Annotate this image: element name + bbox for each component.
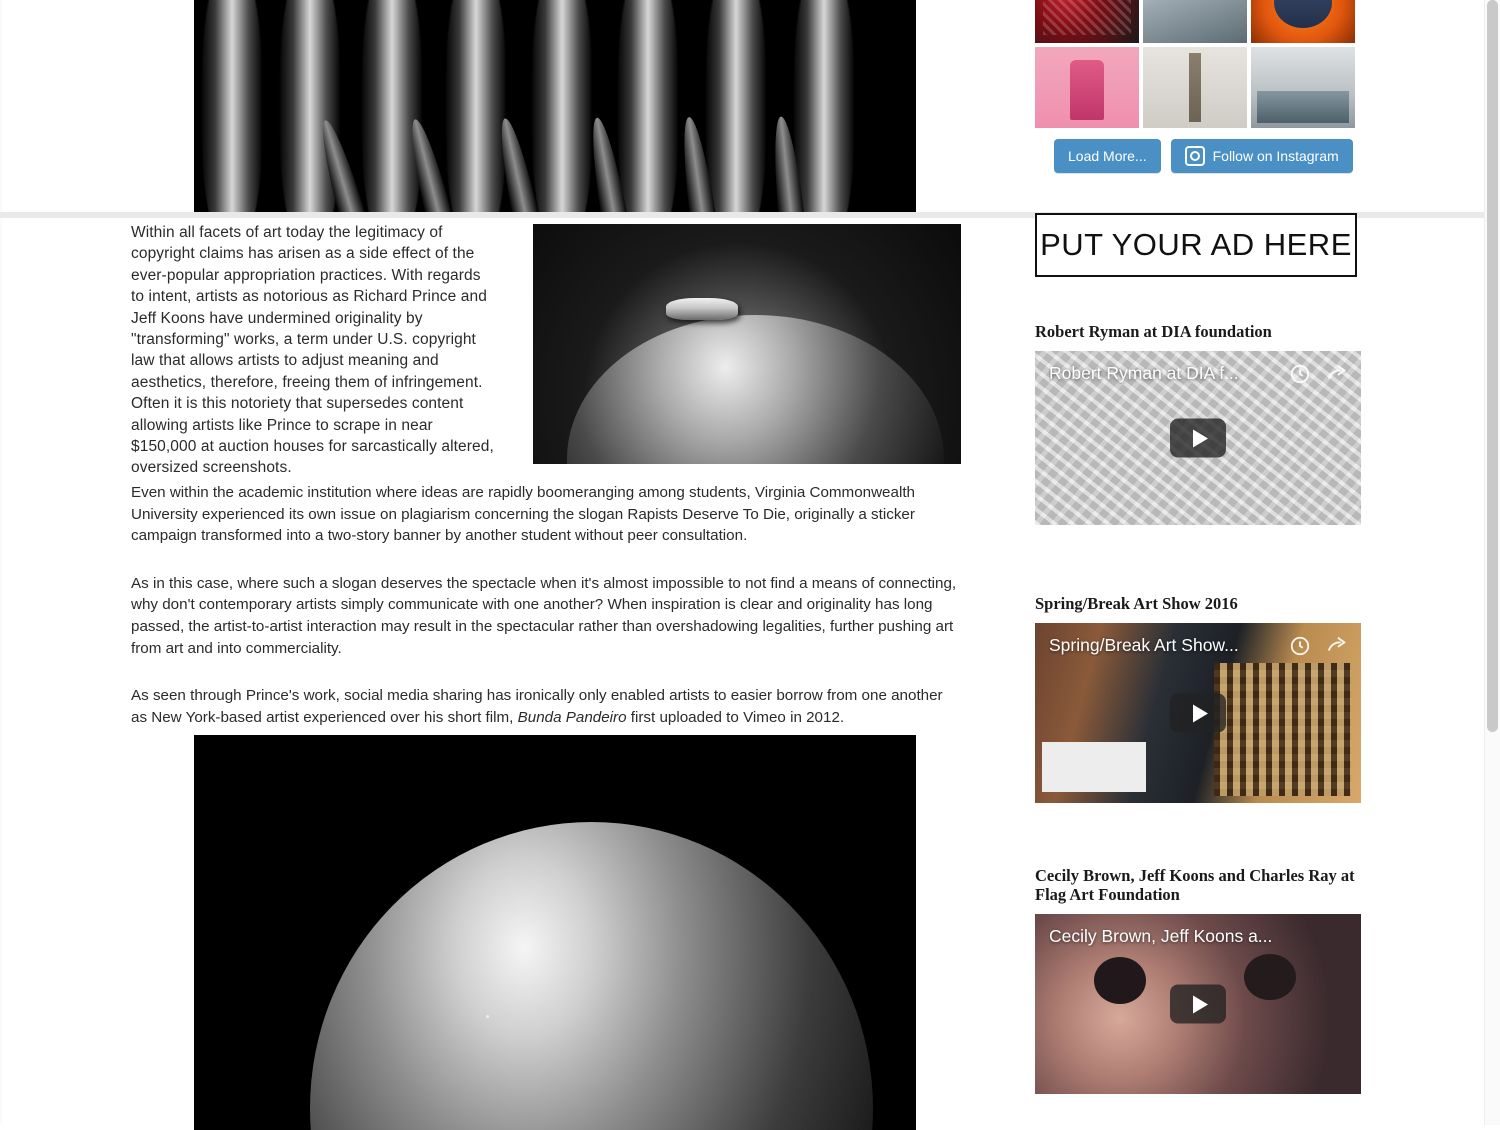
paragraph-4-text-end: first uploaded to Vimeo in 2012. (626, 708, 845, 726)
video-block-1 (1035, 322, 1361, 525)
clock-icon[interactable] (1289, 363, 1311, 390)
load-more-button[interactable] (1054, 139, 1161, 173)
instagram-grid (1035, 0, 1355, 128)
article-paragraph-2: Even within the academic institution where ideas are rapidly boomeranging among students, Virginia Commonwealth University experienced its own issue on plagiarism concerning the slogan Rapists Deserve To Die, originally a sticker campaign transformed into a two-story banner by another student without peer consultation. (131, 484, 915, 545)
follow-on-instagram-label: Follow on Instagram (1212, 148, 1339, 164)
video-overlay-title: Cecily Brown, Jeff Koons a... (1049, 926, 1273, 946)
hero-image (194, 0, 916, 214)
instagram-actions (1054, 139, 1353, 173)
video-block-3 (1035, 866, 1361, 1094)
instagram-tile[interactable] (1143, 0, 1247, 43)
inline-image (533, 224, 961, 464)
ad-placeholder-label: PUT YOUR AD HERE (1040, 227, 1352, 262)
instagram-tile[interactable] (1251, 47, 1355, 128)
article-intro-block (131, 222, 961, 479)
instagram-icon (1185, 146, 1205, 166)
load-more-label: Load More... (1068, 148, 1147, 164)
video-player-1[interactable] (1035, 351, 1361, 525)
video-player-3[interactable] (1035, 914, 1361, 1094)
instagram-tile[interactable] (1035, 0, 1139, 43)
instagram-tile[interactable] (1251, 0, 1355, 43)
article-paragraph-1: Within all facets of art today the legitimacy of copyright claims has arisen as a side effect of the ever-popular appropriation practices. With regards to intent, artists as notorious as Richard Prince and Jeff Koons have undermined originality by "transforming" works, a term under U.S. copyright law that allows artists to adjust meaning and aesthetics, therefore, freeing them of infringement. Often it is this notoriety that supersedes content allowing artists like Prince to scrape in near $150,000 at auction houses for sarcastically altered, oversized screenshots. (131, 224, 494, 477)
video-heading: Cecily Brown, Jeff Koons and Charles Ray at Flag Art Foundation (1035, 866, 1355, 904)
video-overlay-title: Robert Ryman at DIA f... (1049, 363, 1239, 383)
instagram-tile[interactable] (1143, 47, 1247, 128)
video-player-2[interactable] (1035, 623, 1361, 803)
instagram-tile[interactable] (1035, 47, 1139, 128)
play-icon[interactable] (1170, 419, 1226, 458)
article-paragraph-3: As in this case, where such a slogan deserves the spectacle when it's almost impossible to not find a means of connecting, why don't contemporary artists simply communicate with one another? When inspiration is clear and originality has long passed, the artist-to-artist interaction may result in the spectacular rather than overshadowing legalities, further pushing art from art and into commerciality. (131, 574, 957, 657)
film-title: Bunda Pandeiro (517, 708, 627, 726)
page-scrollbar[interactable] (1484, 0, 1500, 1125)
ad-placeholder[interactable] (1035, 213, 1357, 277)
video-heading: Spring/Break Art Show 2016 (1035, 594, 1238, 613)
bottom-image (194, 735, 916, 1130)
video-heading: Robert Ryman at DIA foundation (1035, 322, 1272, 341)
paragraph-4-text-start: As seen through Prince's work, social media sharing has ironically only enabled artists to easier borrow from one another as New York-based artist experienced over his short film, (131, 687, 943, 726)
clock-icon[interactable] (1289, 635, 1311, 662)
article-paragraph-4 (131, 685, 961, 728)
video-overlay-title: Spring/Break Art Show... (1049, 635, 1239, 655)
play-icon[interactable] (1170, 985, 1226, 1024)
video-block-2 (1035, 594, 1361, 803)
play-icon[interactable] (1170, 694, 1226, 733)
scrollbar-thumb[interactable] (1487, 0, 1498, 732)
follow-on-instagram-button[interactable] (1171, 139, 1353, 173)
share-icon[interactable] (1325, 363, 1349, 390)
share-icon[interactable] (1325, 635, 1349, 662)
article-paragraphs (131, 482, 961, 728)
